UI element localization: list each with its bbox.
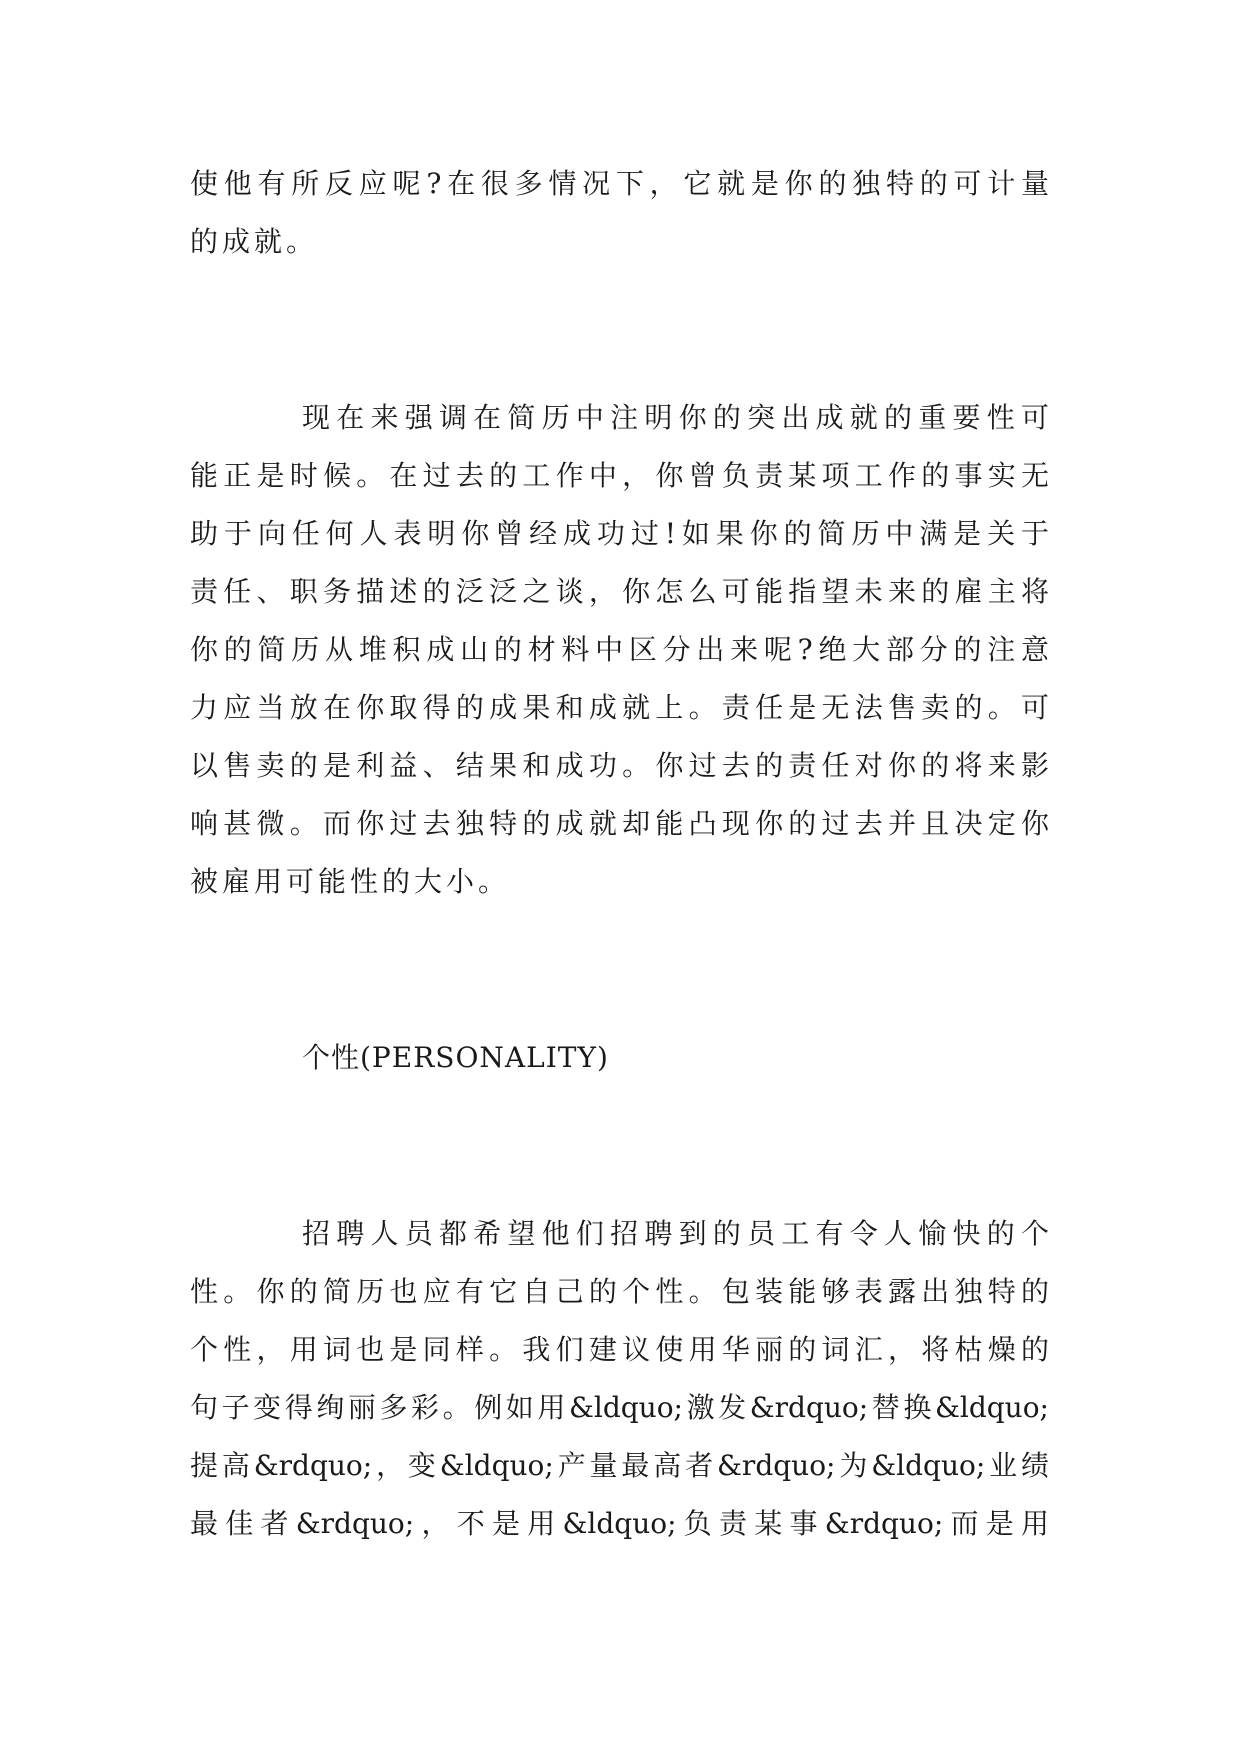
text-line: 个性，用词也是同样。我们建议使用华丽的词汇，将枯燥的	[190, 1333, 1049, 1366]
paragraph-1	[190, 155, 1049, 271]
text-line: 现在来强调在简历中注明你的突出成就的重要性可	[302, 401, 1049, 434]
text-line: 你的简历从堆积成山的材料中区分出来呢?绝大部分的注意	[190, 633, 1049, 666]
text-line: 响甚微。而你过去独特的成就却能凸现你的过去并且决定你	[190, 807, 1049, 840]
text-line: 力应当放在你取得的成果和成就上。责任是无法售卖的。可	[190, 691, 1049, 724]
text-line: 提高&rdquo;，变&ldquo;产量最高者&rdquo;为&ldquo;业绩	[190, 1449, 1049, 1482]
text-line: 最佳者&rdquo;，不是用&ldquo;负责某事&rdquo;而是用	[190, 1507, 1049, 1540]
section-heading: 个性(PERSONALITY)	[302, 1041, 609, 1074]
text-line: 以售卖的是利益、结果和成功。你过去的责任对你的将来影	[190, 749, 1049, 782]
text-line: 助于向任何人表明你曾经成功过!如果你的简历中满是关于	[190, 517, 1049, 550]
paragraph-3	[190, 1205, 1049, 1553]
section-heading-block	[190, 1029, 1049, 1087]
text-line: 性。你的简历也应有它自己的个性。包装能够表露出独特的	[190, 1275, 1049, 1308]
text-line: 的成就。	[190, 225, 319, 258]
paragraph-2	[190, 389, 1049, 911]
text-line: 被雇用可能性的大小。	[190, 865, 511, 898]
text-line: 句子变得绚丽多彩。例如用&ldquo;激发&rdquo;替换&ldquo;	[190, 1391, 1049, 1424]
text-line: 招聘人员都希望他们招聘到的员工有令人愉快的个	[302, 1217, 1049, 1250]
document-body	[190, 155, 1049, 1553]
text-line: 使他有所反应呢?在很多情况下，它就是你的独特的可计量	[190, 167, 1049, 200]
text-line: 责任、职务描述的泛泛之谈，你怎么可能指望未来的雇主将	[190, 575, 1049, 608]
text-line: 能正是时候。在过去的工作中，你曾负责某项工作的事实无	[190, 459, 1049, 492]
